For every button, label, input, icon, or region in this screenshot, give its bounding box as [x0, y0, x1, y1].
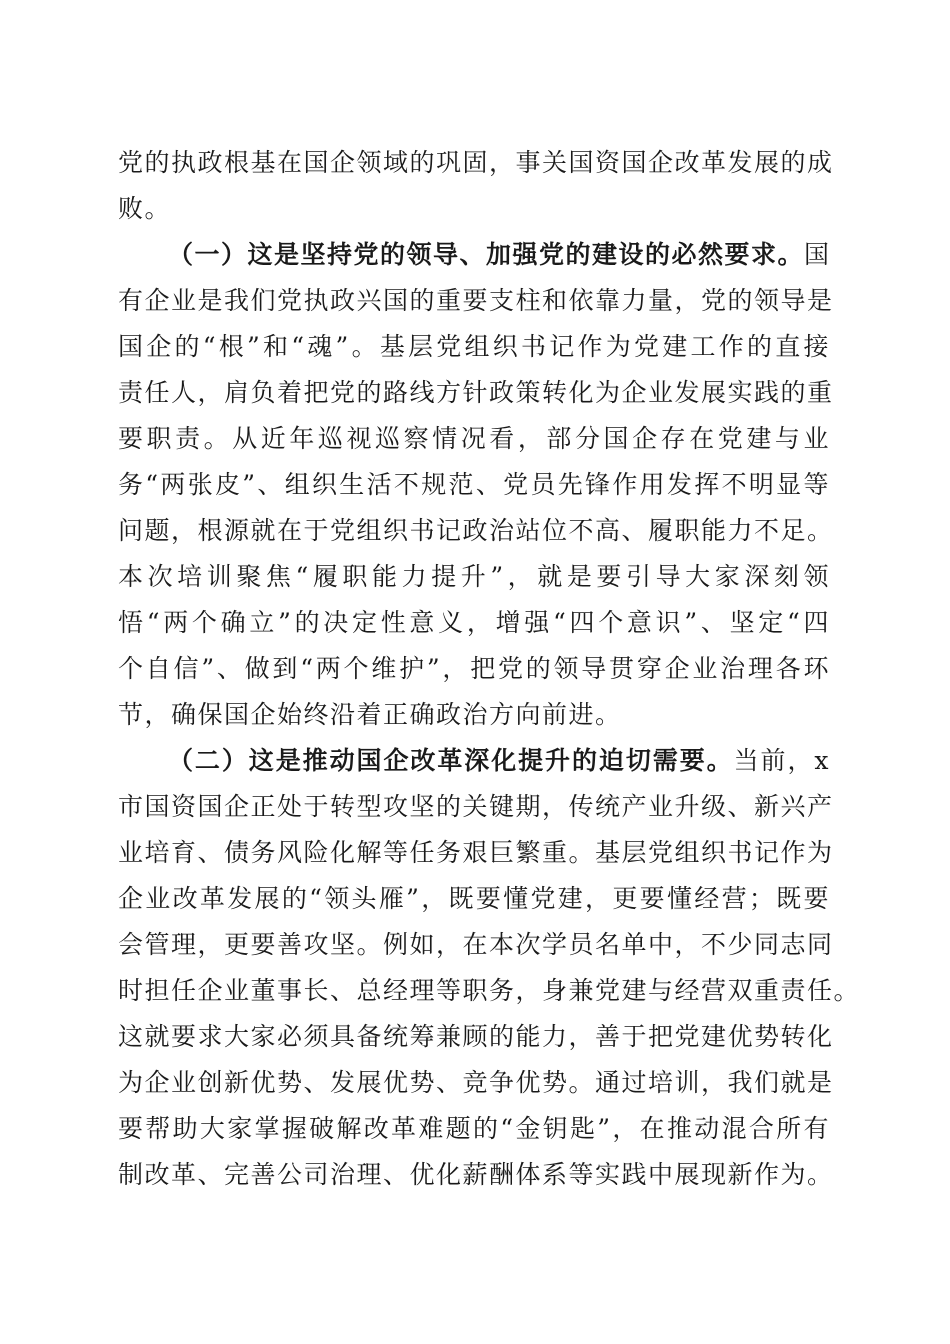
section-1-line: 国企的“根”和“魂”。基层党组织书记作为党建工作的直接	[118, 332, 830, 361]
section-1-heading: （一）这是坚持党的领导、加强党的建设的必然要求。	[168, 240, 805, 269]
section-2-line: 为企业创新优势、发展优势、竞争优势。通过培训，我们就是	[118, 1068, 834, 1097]
section-1-line: 节，确保国企始终沿着正确政治方向前进。	[118, 700, 622, 729]
section-1-line: 问题，根源就在于党组织书记政治站位不高、履职能力不足。	[118, 516, 834, 545]
section-2-first-line-rest: 当前，x	[733, 746, 830, 775]
section-2-first-line	[168, 741, 830, 781]
section-1-line: 要职责。从近年巡视巡察情况看，部分国企存在党建与业	[118, 424, 830, 453]
section-2-line: 企业改革发展的“领头雁”，既要懂党建，更要懂经营；既要	[118, 884, 830, 913]
section-1-line: 悟“两个确立”的决定性意义，增强“四个意识”、坚定“四	[118, 608, 830, 637]
section-1-first-line-rest: 国	[804, 240, 831, 269]
section-1-line: 本次培训聚焦“履职能力提升”，就是要引导大家深刻领	[118, 562, 830, 591]
section-1-first-line	[168, 235, 830, 275]
section-2-line: 制改革、完善公司治理、优化薪酬体系等实践中展现新作为。	[118, 1160, 834, 1189]
intro-line-1: 党的执政根基在国企领域的巩固，事关国资国企改革发展的成	[118, 148, 834, 177]
intro-line-2: 败。	[118, 194, 172, 223]
section-2-line: 市国资国企正处于转型攻坚的关键期，传统产业升级、新兴产	[118, 792, 834, 821]
section-2-line: 时担任企业董事长、总经理等职务，身兼党建与经营双重责任。	[118, 976, 861, 1005]
section-1-line: 责任人，肩负着把党的路线方针政策转化为企业发展实践的重	[118, 378, 834, 407]
section-2-line: 业培育、债务风险化解等任务艰巨繁重。基层党组织书记作为	[118, 838, 834, 867]
section-2-line: 要帮助大家掌握破解改革难题的“金钥匙”，在推动混合所有	[118, 1114, 830, 1143]
section-2-heading: （二）这是推动国企改革深化提升的迫切需要。	[168, 746, 734, 775]
section-1-line: 务“两张皮”、组织生活不规范、党员先锋作用发挥不明显等	[118, 470, 830, 499]
section-1-line: 个自信”、做到“两个维护”，把党的领导贯穿企业治理各环	[118, 654, 830, 683]
section-2-line: 这就要求大家必须具备统筹兼顾的能力，善于把党建优势转化	[118, 1022, 834, 1051]
section-2-line: 会管理，更要善攻坚。例如，在本次学员名单中，不少同志同	[118, 930, 834, 959]
section-1-line: 有企业是我们党执政兴国的重要支柱和依靠力量，党的领导是	[118, 286, 834, 315]
